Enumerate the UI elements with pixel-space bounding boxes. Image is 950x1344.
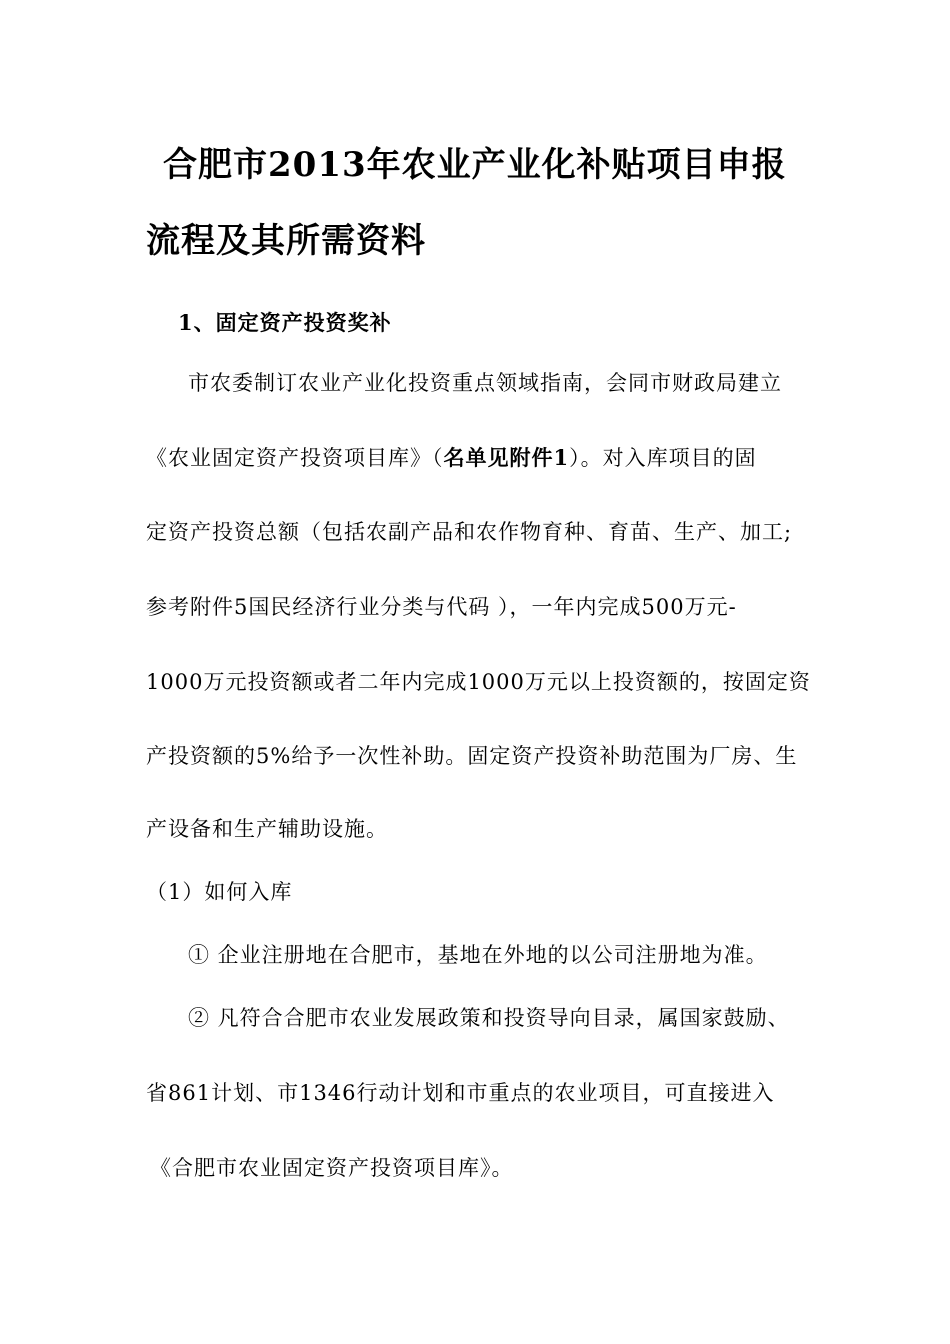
document-title-line-1: 合肥市2013年农业产业化补贴项目申报 [163,145,787,185]
list-item: ② 凡符合合肥市农业发展政策和投资导向目录，属国家鼓励、 [188,1006,790,1030]
list-item: ① 企业注册地在合肥市，基地在外地的以公司注册地为准。 [188,943,768,967]
paragraph-line: 产设备和生产辅助设施。 [146,817,388,841]
subsection-heading: （1）如何入库 [146,880,293,904]
paragraph-line: 参考附件5国民经济行业分类与代码 ），一年内完成500万元- [146,595,737,619]
text-run: 《农业固定资产投资项目库》（ [146,446,444,470]
attachment-reference: 名单见附件1 [443,445,570,470]
list-item-continuation: 省861计划、市1346行动计划和市重点的农业项目，可直接进入 [146,1081,775,1105]
list-item-continuation: 《合肥市农业固定资产投资项目库》。 [150,1156,514,1180]
paragraph-line: 定资产投资总额（包括农副产品和农作物育种、育苗、生产、加工; [146,520,793,544]
paragraph-line: 1000万元投资额或者二年内完成1000万元以上投资额的，按固定资 [146,670,811,694]
paragraph-line: 产投资额的5%给予一次性补助。固定资产投资补助范围为厂房、生 [146,744,798,768]
text-run: ）。对入库项目的固 [569,446,757,470]
section-heading: 1、固定资产投资奖补 [178,310,392,335]
paragraph-line [146,443,757,473]
document-title-line-2: 流程及其所需资料 [146,221,426,261]
paragraph-line: 市农委制订农业产业化投资重点领域指南，会同市财政局建立 [188,371,782,395]
